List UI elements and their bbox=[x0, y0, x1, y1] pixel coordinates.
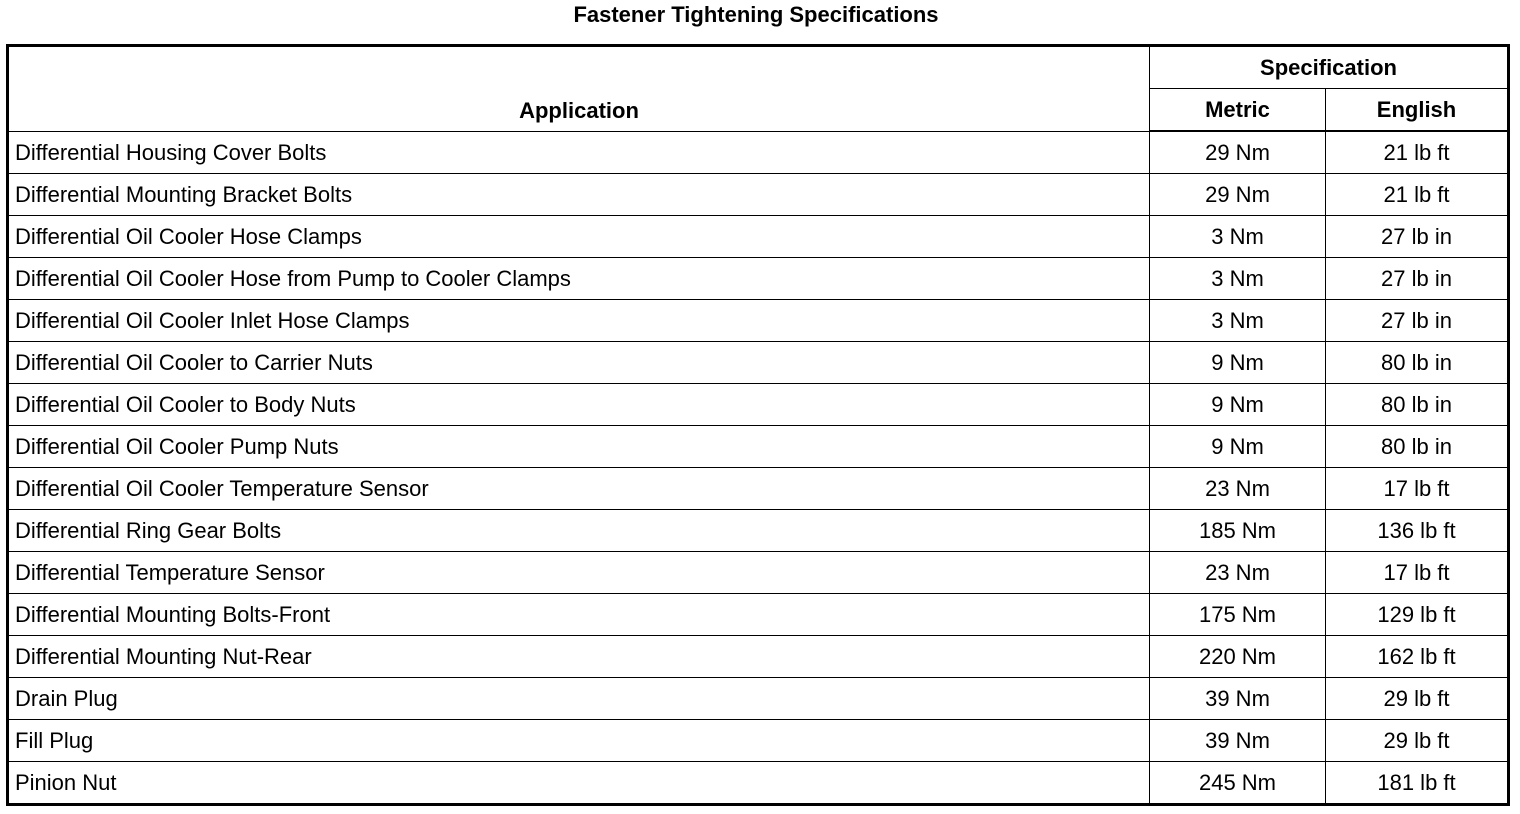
application-cell: Differential Ring Gear Bolts bbox=[8, 510, 1150, 552]
english-value-cell: 17 lb ft bbox=[1326, 552, 1509, 594]
table-row bbox=[8, 510, 1509, 552]
english-value-cell: 136 lb ft bbox=[1326, 510, 1509, 552]
table-row bbox=[8, 174, 1509, 216]
application-cell: Differential Oil Cooler Pump Nuts bbox=[8, 426, 1150, 468]
application-cell: Differential Mounting Nut-Rear bbox=[8, 636, 1150, 678]
application-cell: Differential Housing Cover Bolts bbox=[8, 131, 1150, 174]
metric-value-cell: 9 Nm bbox=[1150, 342, 1326, 384]
english-value-cell: 21 lb ft bbox=[1326, 131, 1509, 174]
application-cell: Differential Oil Cooler Hose Clamps bbox=[8, 216, 1150, 258]
english-value-cell: 21 lb ft bbox=[1326, 174, 1509, 216]
metric-value-cell: 39 Nm bbox=[1150, 678, 1326, 720]
metric-value-cell: 23 Nm bbox=[1150, 552, 1326, 594]
english-value-cell: 129 lb ft bbox=[1326, 594, 1509, 636]
metric-value-cell: 175 Nm bbox=[1150, 594, 1326, 636]
table-row bbox=[8, 762, 1509, 805]
table-row bbox=[8, 636, 1509, 678]
table-row bbox=[8, 426, 1509, 468]
english-value-cell: 17 lb ft bbox=[1326, 468, 1509, 510]
metric-value-cell: 29 Nm bbox=[1150, 131, 1326, 174]
metric-value-cell: 3 Nm bbox=[1150, 300, 1326, 342]
fastener-spec-table bbox=[6, 44, 1510, 806]
table-row bbox=[8, 384, 1509, 426]
application-cell: Differential Mounting Bracket Bolts bbox=[8, 174, 1150, 216]
application-cell: Differential Temperature Sensor bbox=[8, 552, 1150, 594]
application-cell: Differential Oil Cooler Hose from Pump to Cooler Clamps bbox=[8, 258, 1150, 300]
english-value-cell: 80 lb in bbox=[1326, 426, 1509, 468]
metric-value-cell: 3 Nm bbox=[1150, 258, 1326, 300]
table-header bbox=[8, 46, 1509, 132]
table-row bbox=[8, 342, 1509, 384]
english-value-cell: 29 lb ft bbox=[1326, 720, 1509, 762]
table-row bbox=[8, 678, 1509, 720]
table-row bbox=[8, 594, 1509, 636]
english-value-cell: 27 lb in bbox=[1326, 300, 1509, 342]
application-cell: Drain Plug bbox=[8, 678, 1150, 720]
table-row bbox=[8, 300, 1509, 342]
table-row bbox=[8, 468, 1509, 510]
table-row bbox=[8, 216, 1509, 258]
english-value-cell: 29 lb ft bbox=[1326, 678, 1509, 720]
application-cell: Pinion Nut bbox=[8, 762, 1150, 805]
metric-value-cell: 245 Nm bbox=[1150, 762, 1326, 805]
english-value-cell: 80 lb in bbox=[1326, 342, 1509, 384]
application-cell: Differential Oil Cooler Inlet Hose Clamps bbox=[8, 300, 1150, 342]
metric-value-cell: 3 Nm bbox=[1150, 216, 1326, 258]
metric-value-cell: 23 Nm bbox=[1150, 468, 1326, 510]
application-header: Application bbox=[8, 46, 1150, 132]
table-row bbox=[8, 258, 1509, 300]
application-cell: Fill Plug bbox=[8, 720, 1150, 762]
metric-header: Metric bbox=[1150, 89, 1326, 132]
english-value-cell: 27 lb in bbox=[1326, 216, 1509, 258]
table-row bbox=[8, 552, 1509, 594]
metric-value-cell: 9 Nm bbox=[1150, 426, 1326, 468]
english-value-cell: 162 lb ft bbox=[1326, 636, 1509, 678]
table-body bbox=[8, 131, 1509, 805]
metric-value-cell: 9 Nm bbox=[1150, 384, 1326, 426]
application-cell: Differential Oil Cooler to Body Nuts bbox=[8, 384, 1150, 426]
table-row bbox=[8, 131, 1509, 174]
application-cell: Differential Mounting Bolts-Front bbox=[8, 594, 1150, 636]
english-value-cell: 80 lb in bbox=[1326, 384, 1509, 426]
metric-value-cell: 39 Nm bbox=[1150, 720, 1326, 762]
english-value-cell: 181 lb ft bbox=[1326, 762, 1509, 805]
table-row bbox=[8, 720, 1509, 762]
header-row-top bbox=[8, 46, 1509, 89]
application-cell: Differential Oil Cooler Temperature Sensor bbox=[8, 468, 1150, 510]
english-value-cell: 27 lb in bbox=[1326, 258, 1509, 300]
metric-value-cell: 185 Nm bbox=[1150, 510, 1326, 552]
application-cell: Differential Oil Cooler to Carrier Nuts bbox=[8, 342, 1150, 384]
metric-value-cell: 220 Nm bbox=[1150, 636, 1326, 678]
document-title: Fastener Tightening Specifications bbox=[573, 2, 939, 27]
english-header: English bbox=[1326, 89, 1509, 132]
specification-header: Specification bbox=[1150, 46, 1509, 89]
metric-value-cell: 29 Nm bbox=[1150, 174, 1326, 216]
